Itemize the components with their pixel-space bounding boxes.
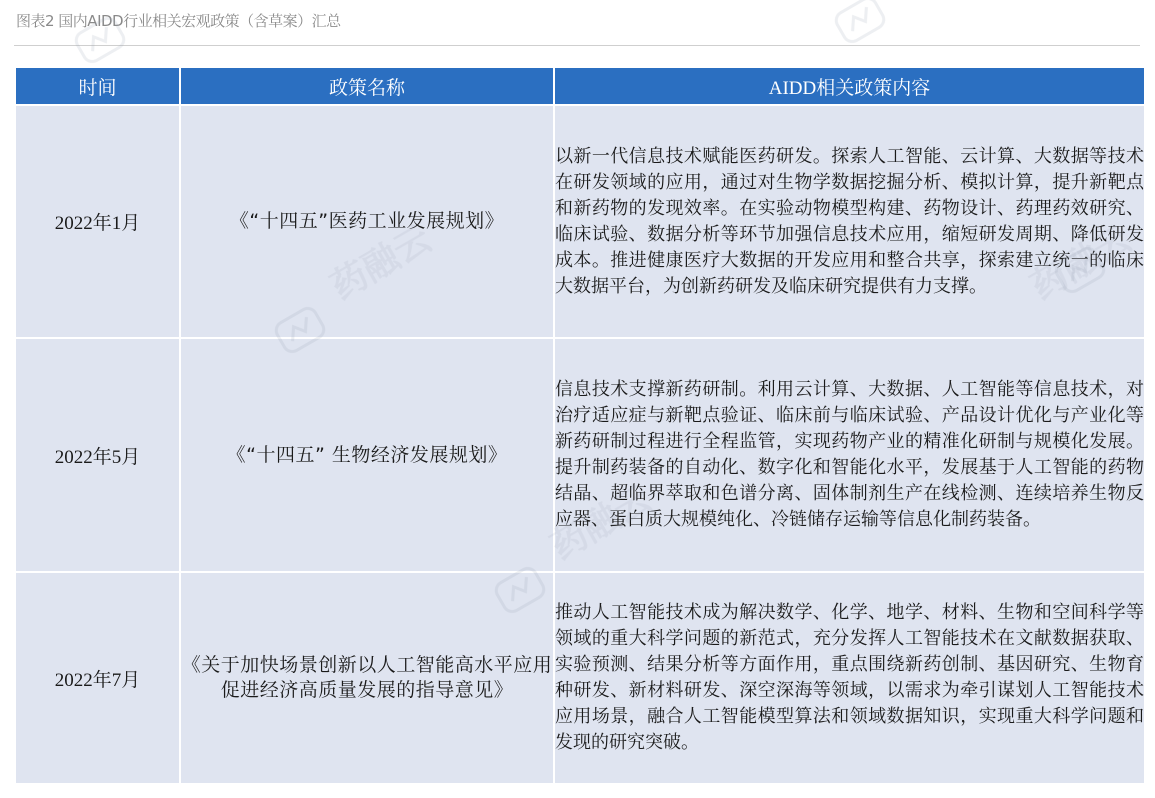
row-policy-name: 《关于加快场景创新以人工智能高水平应用促进经济高质量发展的指导意见》 bbox=[181, 654, 553, 701]
table-header-row bbox=[15, 67, 1145, 105]
row-date-cell bbox=[15, 105, 180, 338]
row-date: 2022年5月 bbox=[54, 446, 141, 468]
row-policy-content-cell bbox=[554, 338, 1145, 572]
row-date: 2022年1月 bbox=[54, 213, 141, 234]
figure-caption: 图表2 国内AIDD行业相关宏观政策（含草案）汇总 bbox=[16, 12, 341, 30]
row-date-cell bbox=[15, 572, 180, 784]
row-policy-content: 信息技术支撑新药研制。利用云计算、大数据、人工智能等信息技术，对治疗适应症与新靶点验证、临床前与临床试验、产品设计优化与产业化等新药研制过程进行全程监管，实现药物产业的精准化研制与规模化发展。提升制药装备的自动化、数字化和智能化水平，发展基于人工智能的药物结晶、超临界萃取和色谱分离、固体制剂生产在线检测、连续培养生物反应器、蛋白质大规模纯化、冷链储存运输等信息化制药装备。 bbox=[555, 379, 1144, 530]
row-policy-content: 以新一代信息技术赋能医药研发。探索人工智能、云计算、大数据等技术在研发领域的应用，通过对生物学数据挖掘分析、模拟计算，提升新靶点和新药物的发现效率。在实验动物模型构建、药物设计、药理药效研究、临床试验、数据分析等环节加强信息技术应用，缩短研发周期、降低研发成本。推进健康医疗大数据的开发应用和整合共享，探索建立统一的临床大数据平台，为创新药研发及临床研究提供有力支撑。 bbox=[555, 145, 1144, 297]
table-row bbox=[15, 105, 1145, 338]
row-policy-name-cell bbox=[180, 338, 554, 572]
row-policy-name: 《“十四五” 生物经济发展规划》 bbox=[226, 443, 508, 466]
row-policy-content-cell bbox=[554, 572, 1145, 784]
caption-divider bbox=[14, 45, 1140, 46]
row-policy-name-cell bbox=[180, 572, 554, 784]
header-policy-name: 政策名称 bbox=[180, 67, 554, 105]
table-row bbox=[15, 572, 1145, 784]
row-policy-content-cell bbox=[554, 105, 1145, 338]
header-policy-content: AIDD相关政策内容 bbox=[554, 67, 1145, 105]
header-time: 时间 bbox=[15, 67, 180, 105]
table-row bbox=[15, 338, 1145, 572]
row-policy-content: 推动人工智能技术成为解决数学、化学、地学、材料、生物和空间科学等领域的重大科学问题的新范式，充分发挥人工智能技术在文献数据获取、实验预测、结果分析等方面作用，重点围绕新药创制、基因研究、生物育种研发、新材料研发、深空深海等领域，以需求为牵引谋划人工智能技术应用场景，融合人工智能模型算法和领域数据知识，实现重大科学问题和发现的研究突破。 bbox=[555, 602, 1144, 753]
row-date: 2022年7月 bbox=[54, 669, 141, 691]
row-policy-name: 《“十四五”医药工业发展规划》 bbox=[229, 210, 505, 232]
row-policy-name-cell bbox=[180, 105, 554, 338]
row-date-cell bbox=[15, 338, 180, 572]
policy-table bbox=[14, 66, 1146, 785]
